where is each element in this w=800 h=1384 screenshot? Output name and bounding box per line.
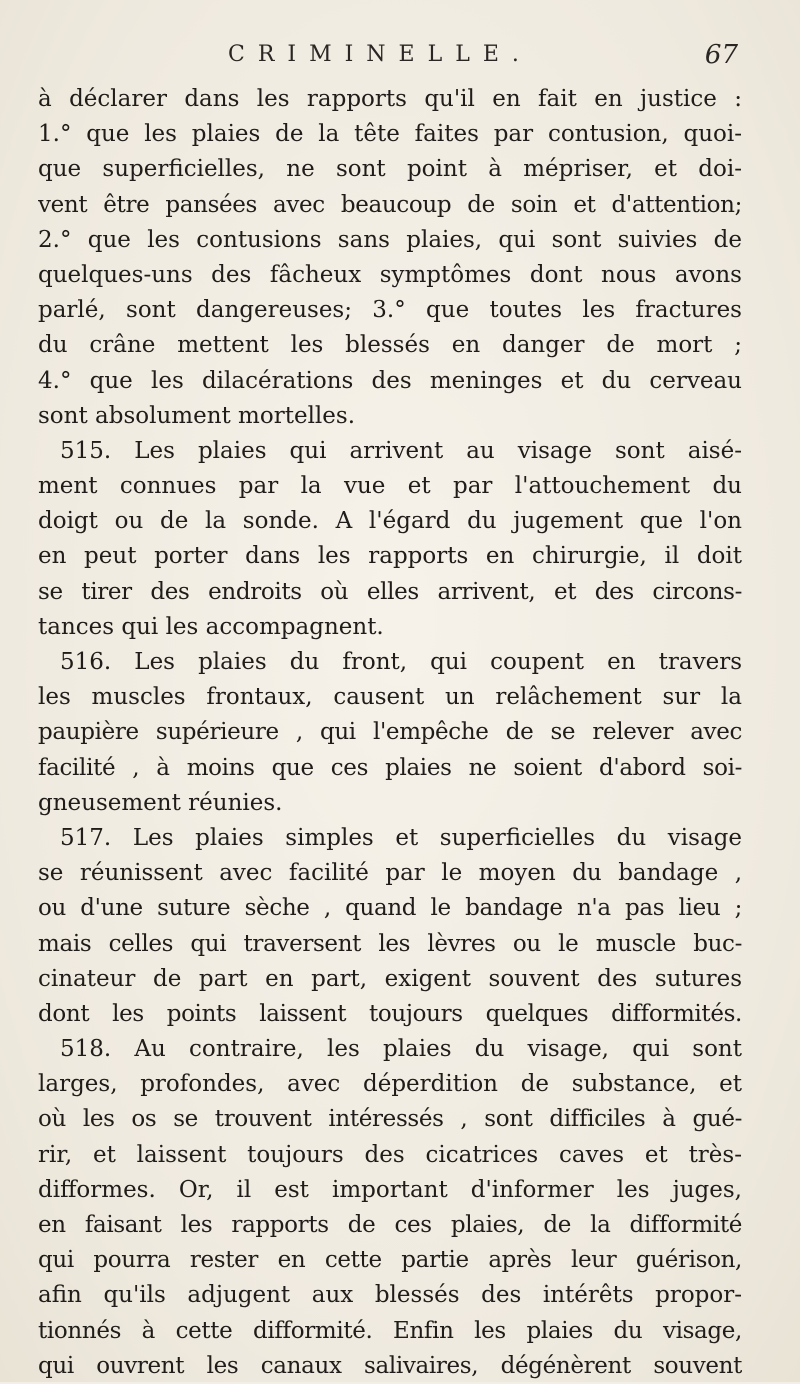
text-line: qui pourra rester en cette partie après leur guérison, <box>38 1247 742 1274</box>
text-line: 515. Les plaies qui arrivent au visage sont aisé- <box>60 437 742 464</box>
text-line: larges, profondes, avec déperdition de substance, et <box>38 1071 742 1098</box>
text-line: en faisant les rapports de ces plaies, de la difformité <box>38 1212 742 1238</box>
text-line: parlé, sont dangereuses; 3.° que toutes les fractures <box>38 297 742 324</box>
text-line: 517. Les plaies simples et superficielles du visage <box>60 824 742 851</box>
text-line: afin qu'ils adjugent aux blessés des intérêts propor- <box>38 1282 742 1309</box>
text-line: les muscles frontaux, causent un relâchement sur la <box>38 684 742 711</box>
text-line: se tirer des endroits où elles arrivent, et des circons- <box>38 578 742 605</box>
text-line: en peut porter dans les rapports en chirurgie, il doit <box>38 543 742 570</box>
text-line: tionnés à cette difformité. Enfin les plaies du visage, <box>38 1317 742 1344</box>
text-line: ou d'une suture sèche , quand le bandage n'a pas lieu ; <box>38 895 742 922</box>
text-line: ment connues par la vue et par l'attouchement du <box>38 473 742 500</box>
text-line: 4.° que les dilacérations des meninges et du cerveau <box>38 367 742 394</box>
text-line: tances qui les accompagnent. <box>38 613 384 640</box>
text-line: vent être pansées avec beaucoup de soin et d'attention; <box>38 191 742 218</box>
text-line: 1.° que les plaies de la tête faites par contusion, quoi- <box>38 121 742 148</box>
text-line: 516. Les plaies du front, qui coupent en travers <box>60 649 742 675</box>
text-line: quelques-uns des fâcheux symptômes dont nous avons <box>38 261 742 288</box>
text-line: cinateur de part en part, exigent souvent des sutures <box>38 965 742 992</box>
text-line: facilité , à moins que ces plaies ne soient d'abord soi- <box>38 754 742 781</box>
text-line: où les os se trouvent intéressés , sont difficiles à gué- <box>38 1106 742 1133</box>
text-line: mais celles qui traversent les lèvres ou le muscle buc- <box>38 930 742 957</box>
text-line: du crâne mettent les blessés en danger de mort ; <box>38 332 742 359</box>
text-line: difformes. Or, il est important d'informer les juges, <box>38 1176 742 1203</box>
text-line: doigt ou de la sonde. A l'égard du jugement que l'on <box>38 508 742 535</box>
text-line: qui ouvrent les canaux salivaires, dégénèrent souvent <box>38 1352 742 1379</box>
text-line: 518. Au contraire, les plaies du visage, qui sont <box>60 1036 742 1063</box>
text-line: que superficielles, ne sont point à mépriser, et doi- <box>38 156 742 183</box>
text-line: se réunissent avec facilité par le moyen du bandage , <box>38 860 742 887</box>
page-number: 67 <box>704 40 738 70</box>
text-line: à déclarer dans les rapports qu'il en fait en justice : <box>38 86 742 112</box>
text-line: gneusement réunies. <box>38 789 283 816</box>
text-line: rir, et laissent toujours des cicatrices caves et très- <box>38 1141 742 1168</box>
text-line: sont absolument mortelles. <box>38 402 356 429</box>
text-line: dont les points laissent toujours quelques difformités. <box>38 1000 742 1027</box>
running-head <box>38 40 742 76</box>
body-text <box>38 82 742 1384</box>
text-line: 2.° que les contusions sans plaies, qui sont suivies de <box>38 226 742 253</box>
running-title: CRIMINELLE. <box>228 42 532 67</box>
text-line: paupière supérieure , qui l'empêche de se relever avec <box>38 719 742 746</box>
